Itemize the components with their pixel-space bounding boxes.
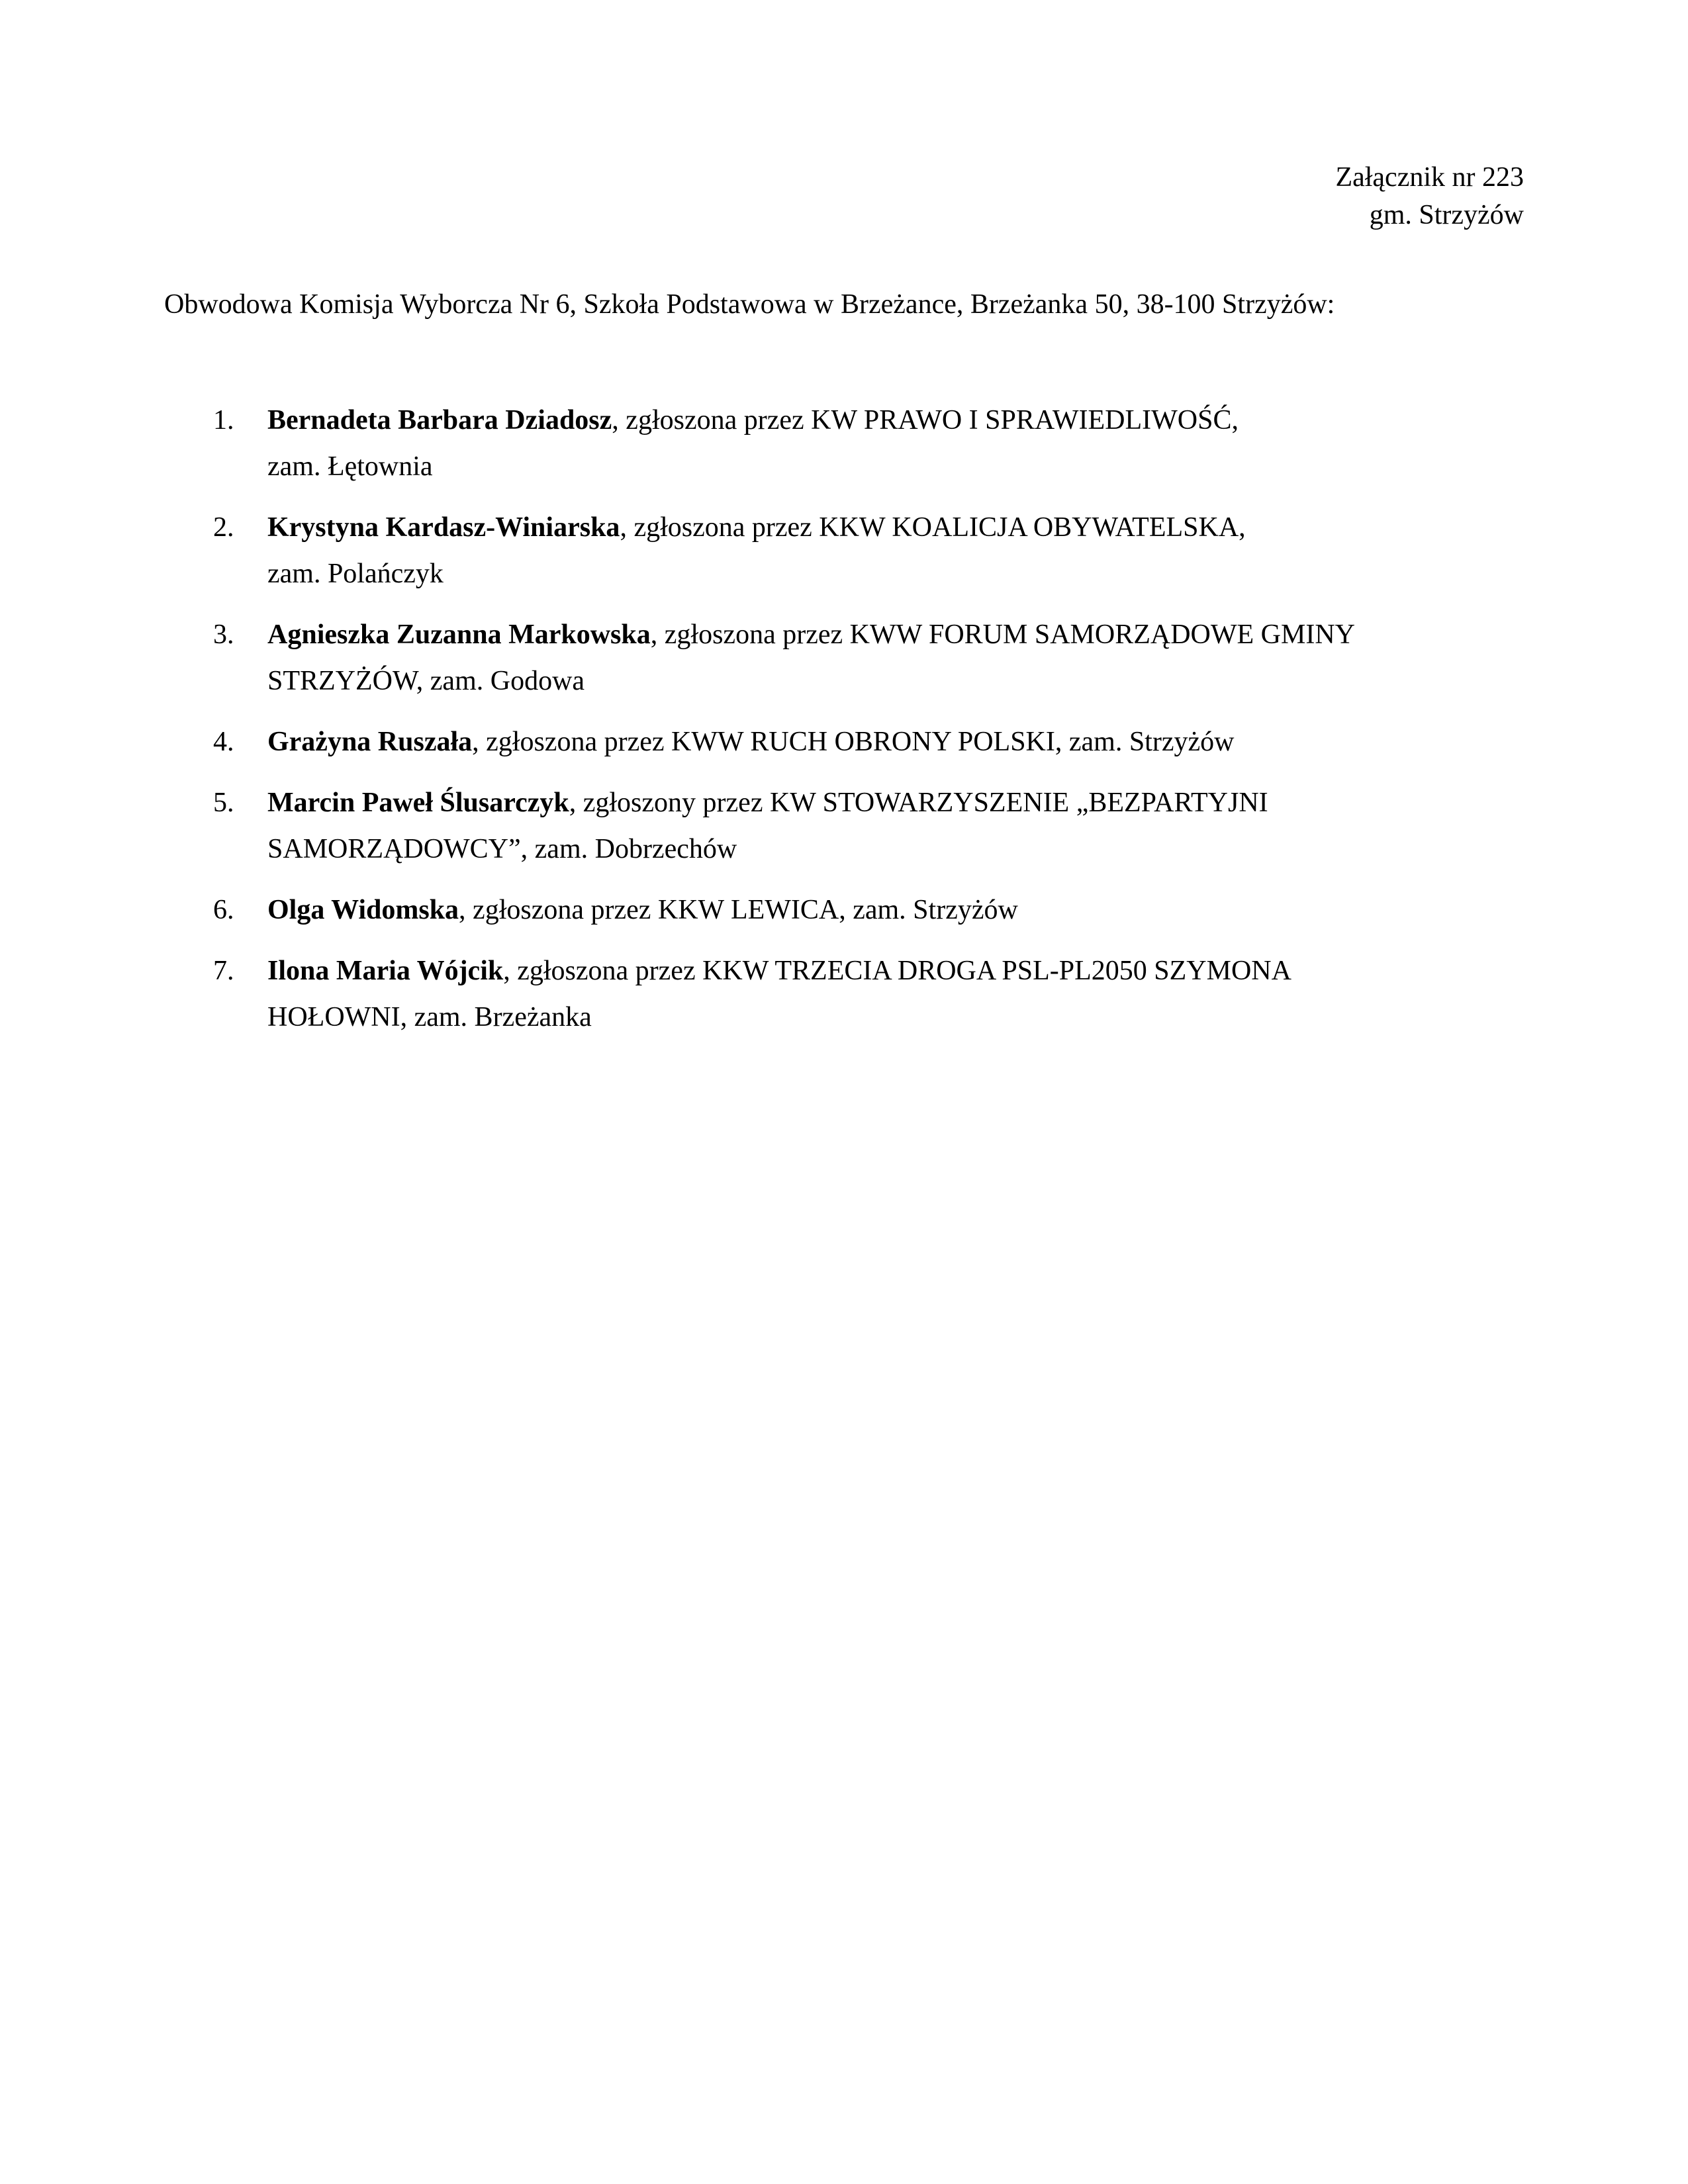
member-nomination: , zgłoszona przez KKW LEWICA, zam. Strzyżów bbox=[459, 895, 1018, 925]
member-nomination: , zgłoszona przez KKW KOALICJA OBYWATELSKA, bbox=[620, 512, 1246, 543]
list-item bbox=[213, 780, 1524, 872]
list-item-second-line: STRZYŻÓW, zam. Godowa bbox=[267, 666, 585, 696]
member-name: Grażyna Ruszała bbox=[267, 727, 473, 757]
member-list bbox=[213, 397, 1524, 1055]
list-item-first-line bbox=[267, 780, 1524, 826]
attachment-header bbox=[1335, 159, 1524, 234]
municipality-name: gm. Strzyżów bbox=[1369, 200, 1524, 230]
list-item-second-line: zam. Łętownia bbox=[267, 451, 433, 482]
list-item bbox=[213, 397, 1524, 490]
list-item-number: 4. bbox=[213, 727, 234, 757]
list-item-number: 6. bbox=[213, 895, 234, 925]
list-item bbox=[213, 504, 1524, 597]
member-nomination: , zgłoszona przez KKW TRZECIA DROGA PSL-PL2050 SZYMONA bbox=[503, 956, 1291, 986]
list-item-second-line: SAMORZĄDOWCY”, zam. Dobrzechów bbox=[267, 834, 737, 864]
list-item-number: 1. bbox=[213, 405, 234, 435]
list-item-number: 2. bbox=[213, 512, 234, 543]
member-nomination: , zgłoszona przez KWW FORUM SAMORZĄDOWE GMINY bbox=[650, 619, 1355, 650]
member-nomination: , zgłoszona przez KW PRAWO I SPRAWIEDLIWOŚĆ, bbox=[612, 405, 1239, 435]
attachment-number: Załącznik nr 223 bbox=[1335, 162, 1524, 193]
list-item-first-line bbox=[267, 719, 1524, 765]
list-item-first-line bbox=[267, 504, 1524, 551]
member-nomination: , zgłoszona przez KWW RUCH OBRONY POLSKI, zam. Strzyżów bbox=[472, 727, 1235, 757]
list-item bbox=[213, 948, 1524, 1040]
list-item-second-line: zam. Polańczyk bbox=[267, 559, 444, 589]
list-item bbox=[213, 719, 1524, 765]
list-item bbox=[213, 612, 1524, 704]
member-name: Bernadeta Barbara Dziadosz bbox=[267, 405, 612, 435]
list-item-first-line bbox=[267, 887, 1524, 933]
list-item-first-line bbox=[267, 397, 1524, 443]
member-name: Olga Widomska bbox=[267, 895, 459, 925]
list-item-number: 7. bbox=[213, 956, 234, 986]
member-name: Marcin Paweł Ślusarczyk bbox=[267, 788, 569, 818]
list-item-first-line bbox=[267, 612, 1524, 658]
commission-description: Obwodowa Komisja Wyborcza Nr 6, Szkoła Podstawowa w Brzeżance, Brzeżanka 50, 38-100 Strzyżów: bbox=[164, 289, 1335, 320]
list-item-number: 5. bbox=[213, 788, 234, 818]
list-item-second-line: HOŁOWNI, zam. Brzeżanka bbox=[267, 1002, 592, 1032]
member-nomination: , zgłoszony przez KW STOWARZYSZENIE „BEZPARTYJNI bbox=[569, 788, 1268, 818]
list-item-number: 3. bbox=[213, 619, 234, 650]
list-item-first-line bbox=[267, 948, 1524, 994]
member-name: Agnieszka Zuzanna Markowska bbox=[267, 619, 651, 650]
member-name: Krystyna Kardasz-Winiarska bbox=[267, 512, 620, 543]
list-item bbox=[213, 887, 1524, 933]
member-name: Ilona Maria Wójcik bbox=[267, 956, 504, 986]
